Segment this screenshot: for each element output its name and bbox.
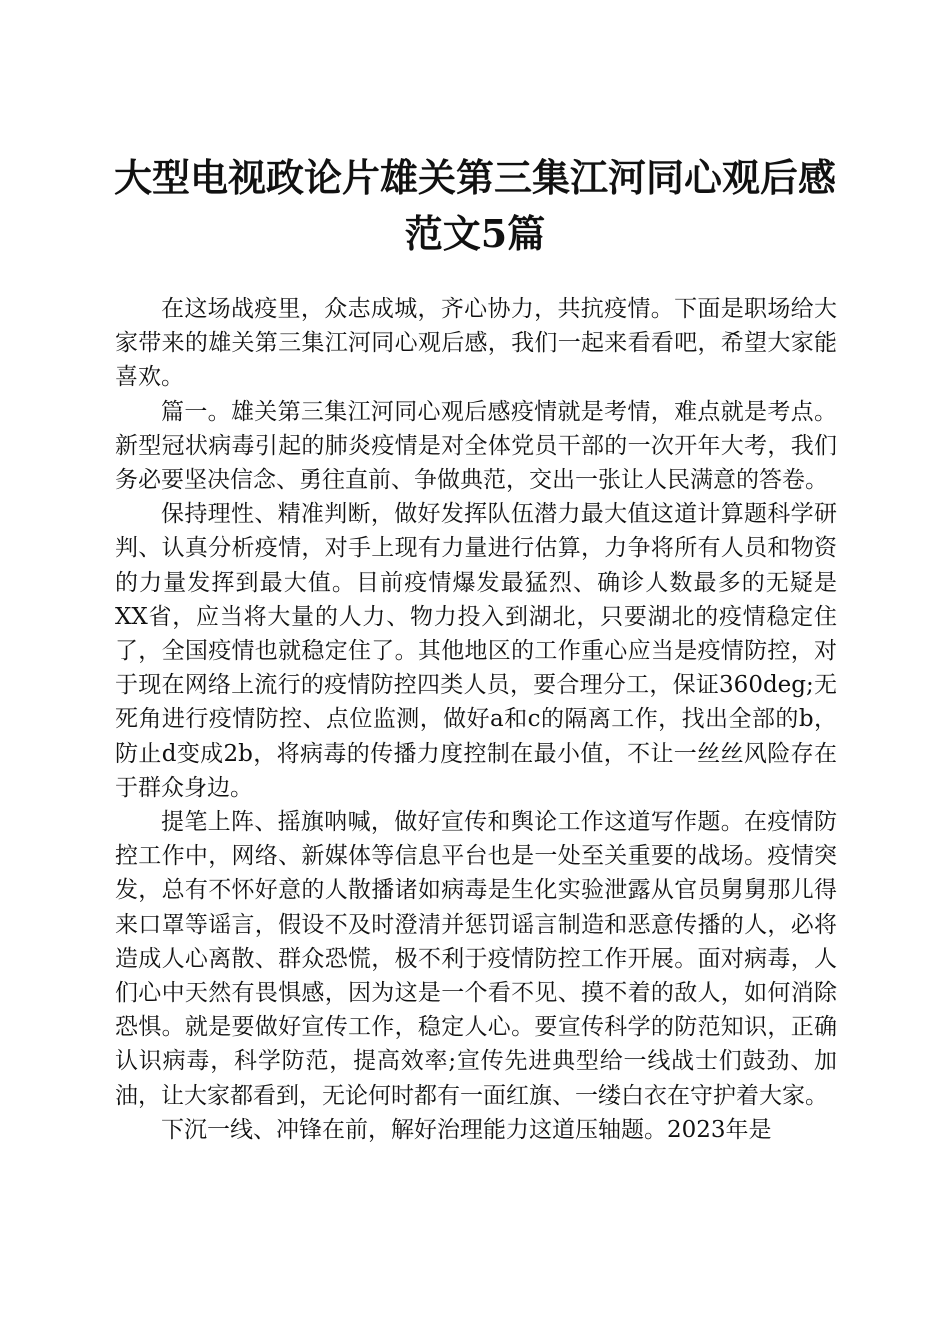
document-body [115, 292, 837, 1147]
paragraph-intro: 在这场战疫里，众志成城，齐心协力，共抗疫情。下面是职场给大家带来的雄关第三集江河同心观后感，我们一起来看看吧，希望大家能喜欢。 [115, 296, 837, 391]
paragraph-calculation: 保持理性、精准判断，做好发挥队伍潜力最大值这道计算题科学研判、认真分析疫情，对手上现有力量进行估算，力争将所有人员和物资的力量发挥到最大值。目前疫情爆发最猛烈、确诊人数最多的无疑是XX省，应当将大量的人力、物力投入到湖北，只要湖北的疫情稳定住了，全国疫情也就稳定住了。其他地区的工作重心应当是疫情防控，对于现在网络上流行的疫情防控四类人员，要合理分工，保证360deg;无死角进行疫情防控、点位监测，做好a和c的隔离工作，找出全部的b，防止d变成2b，将病毒的传播力度控制在最小值，不让一丝丝风险存在于群众身边。 [115, 501, 837, 801]
paragraph-part-one: 篇一。雄关第三集江河同心观后感疫情就是考情，难点就是考点。新型冠状病毒引起的肺炎疫情是对全体党员干部的一次开年大考，我们务必要坚决信念、勇往直前、争做典范，交出一张让人民满意的答卷。 [115, 398, 837, 494]
document-title: 大型电视政论片雄关第三集江河同心观后感范文5篇 [113, 155, 836, 256]
paragraph-frontline: 下沉一线、冲锋在前，解好治理能力这道压轴题。2023年是 [161, 1116, 772, 1143]
paragraph-writing: 提笔上阵、摇旗呐喊，做好宣传和舆论工作这道写作题。在疫情防控工作中，网络、新媒体等信息平台也是一处至关重要的战场。疫情突发，总有不怀好意的人散播诸如病毒是生化实验泄露从官员舅舅那儿得来口罩等谣言，假设不及时澄清并惩罚谣言制造和恶意传播的人，必将造成人心离散、群众恐慌，极不利于疫情防控工作开展。面对病毒，人们心中天然有畏惧感，因为这是一个看不见、摸不着的敌人，如何消除恐惧。就是要做好宣传工作，稳定人心。要宣传科学的防范知识，正确认识病毒，科学防范，提高效率;宣传先进典型给一线战士们鼓劲、加油，让大家都看到，无论何时都有一面红旗、一缕白衣在守护着大家。 [115, 809, 837, 1109]
